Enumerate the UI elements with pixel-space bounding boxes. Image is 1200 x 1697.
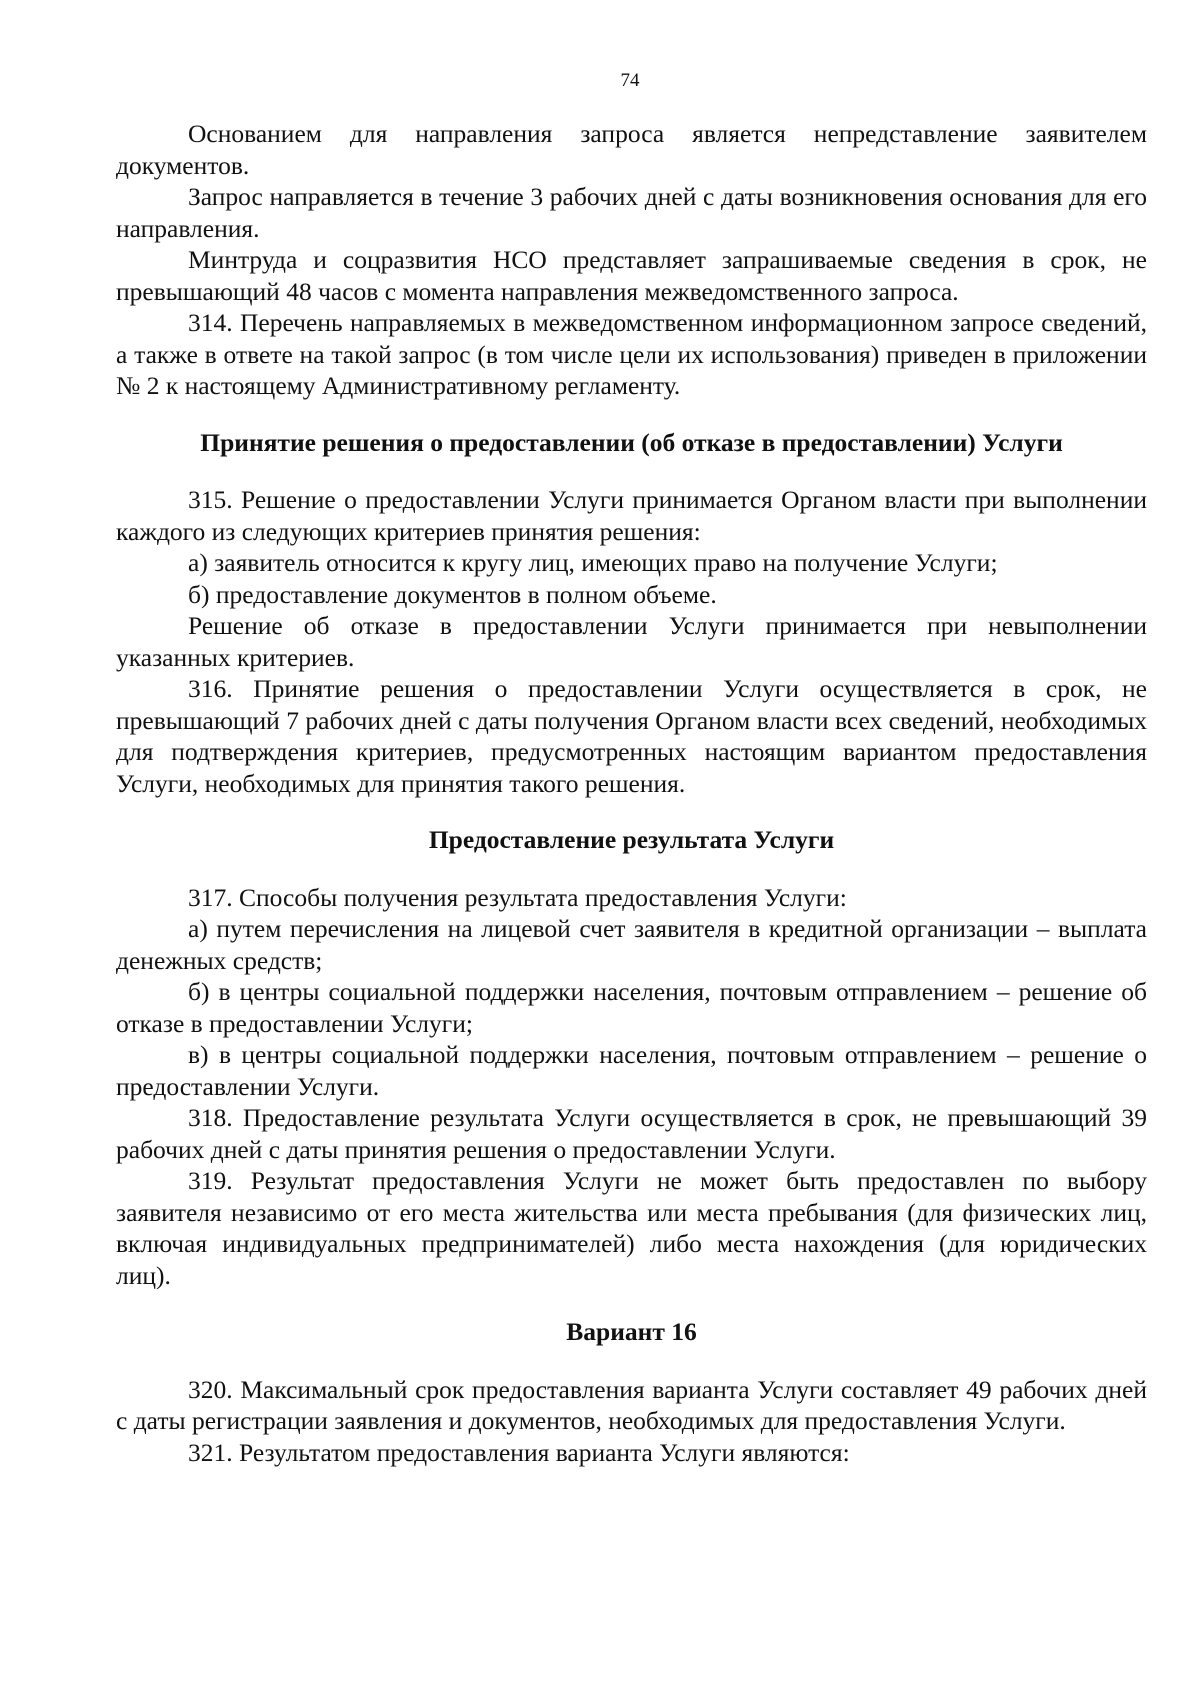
list-item: б) предоставление документов в полном объеме. bbox=[188, 579, 717, 609]
paragraph: 320. Максимальный срок предоставления варианта Услуги составляет 49 рабочих дней с даты регистрации заявления и документов, необходимых для предоставления Услуги. bbox=[116, 1374, 1147, 1435]
paragraph: 321. Результатом предоставления варианта Услуги являются: bbox=[188, 1437, 850, 1467]
paragraph: Минтруда и соцразвития НСО представляет запрашиваемые сведения в срок, не превышающий 48 часов с момента направления межведомственного запроса. bbox=[116, 245, 1147, 306]
section-heading-variant: Вариант 16 bbox=[566, 1317, 697, 1346]
list-item: б) в центры социальной поддержки населения, почтовым отправлением – решение об отказе в предоставлении Услуги; bbox=[116, 977, 1147, 1038]
document-body bbox=[116, 118, 1147, 1468]
paragraph: 318. Предоставление результата Услуги осуществляется в срок, не превышающий 39 рабочих дней с даты принятия решения о предоставлении Услуги. bbox=[116, 1103, 1147, 1164]
list-item: в) в центры социальной поддержки населения, почтовым отправлением – решение о предоставлении Услуги. bbox=[116, 1040, 1147, 1101]
paragraph: 317. Способы получения результата предоставления Услуги: bbox=[188, 882, 847, 912]
section-heading-result: Предоставление результата Услуги bbox=[428, 825, 835, 854]
section-heading-decision: Принятие решения о предоставлении (об отказе в предоставлении) Услуги bbox=[200, 427, 1063, 457]
page-number: 74 bbox=[620, 70, 640, 91]
paragraph: Решение об отказе в предоставлении Услуги принимается при невыполнении указанных критериев. bbox=[116, 611, 1147, 672]
list-item: а) заявитель относится к кругу лиц, имеющих право на получение Услуги; bbox=[188, 548, 998, 577]
list-item: а) путем перечисления на лицевой счет заявителя в кредитной организации – выплата денежных средств; bbox=[116, 914, 1147, 975]
paragraph: 316. Принятие решения о предоставлении Услуги осуществляется в срок, не превышающий 7 рабочих дней с даты получения Органом власти всех сведений, необходимых для подтверждения критериев, предусмотренных настоящим вариантом предоставления Услуги, необходимых для принятия такого решения. bbox=[116, 674, 1147, 798]
paragraph: 314. Перечень направляемых в межведомственном информационном запросе сведений, а также в ответе на такой запрос (в том числе цели их использования) приведен в приложении № 2 к настоящему Административному регламенту. bbox=[116, 308, 1147, 400]
paragraph: Запрос направляется в течение 3 рабочих дней с даты возникновения основания для его направления. bbox=[116, 182, 1147, 243]
paragraph: 319. Результат предоставления Услуги не может быть предоставлен по выбору заявителя независимо от его места жительства или места пребывания (для физических лиц, включая индивидуальных предпринимателей) либо места нахождения (для юридических лиц). bbox=[116, 1166, 1147, 1290]
paragraph: Основанием для направления запроса является непредставление заявителем документов. bbox=[116, 119, 1147, 180]
paragraph: 315. Решение о предоставлении Услуги принимается Органом власти при выполнении каждого из следующих критериев принятия решения: bbox=[116, 485, 1147, 546]
